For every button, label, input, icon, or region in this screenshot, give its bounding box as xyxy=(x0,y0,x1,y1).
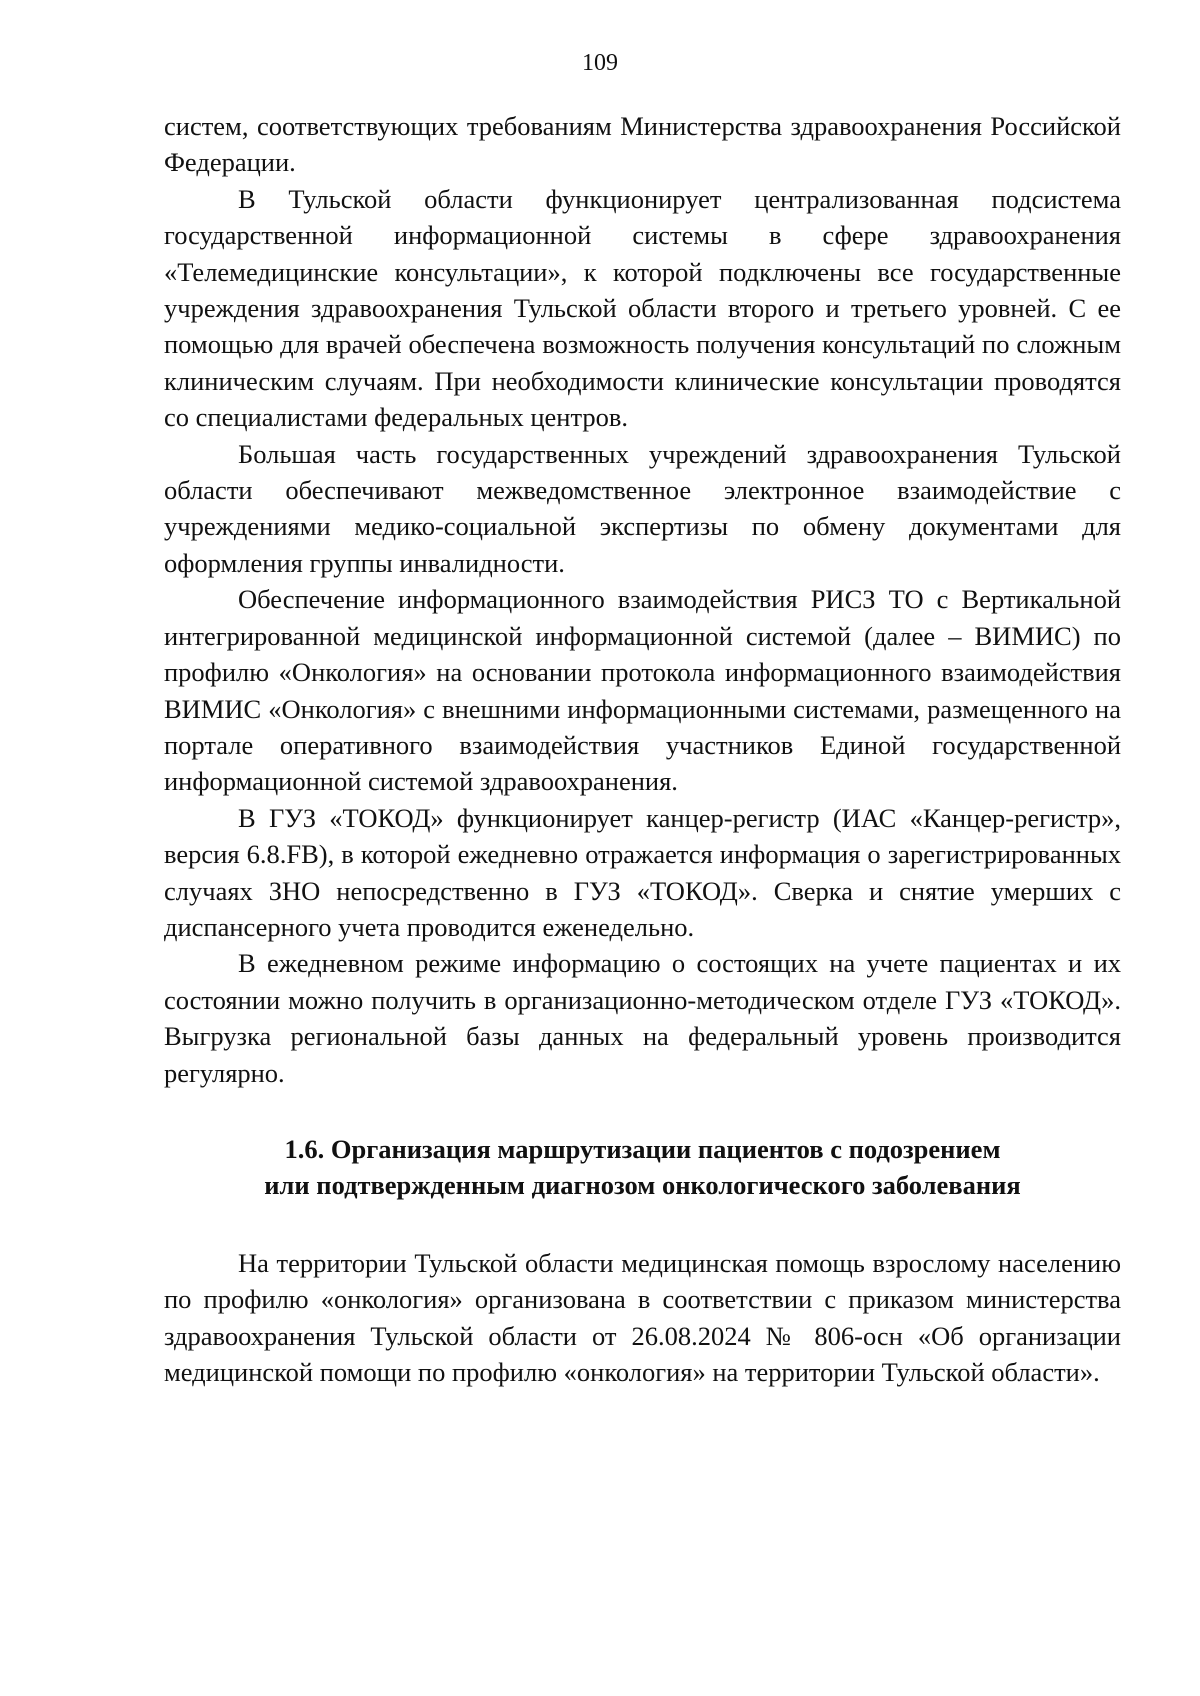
section-heading-line-2: или подтвержденным диагнозом онкологического заболевания xyxy=(264,1170,1021,1201)
paragraph-mse-interaction: Большая часть государственных учреждений здравоохранения Тульской области обеспечивают межведомственное электронное взаимодействие с учреждениями медико-социальной экспертизы по обмену документами для оформления группы инвалидности. xyxy=(164,438,1121,578)
section-heading xyxy=(164,1131,1121,1204)
page-content xyxy=(164,108,1121,1391)
paragraph-routing-order: На территории Тульской области медицинская помощь взрослому населению по профилю «онкология» организована в соответствии с приказом министерства здравоохранения Тульской области от 26.08.2024 № 806-осн «Об организации медицинской помощи по профилю «онкология» на территории Тульской области». xyxy=(164,1247,1121,1388)
paragraph-daily-info: В ежедневном режиме информацию о состоящих на учете пациентах и их состоянии можно получить в организационно-методическом отделе ГУЗ «ТОКОД». Выгрузка региональной базы данных на федеральный уровень производится регулярно. xyxy=(164,948,1121,1088)
paragraph-vimis: Обеспечение информационного взаимодействия РИСЗ ТО с Вертикальной интегрированной медицинской информационной системой (далее – ВИМИС) по профилю «Онкология» на основании протокола информационного взаимодействия ВИМИС «Онкология» с внешними информационными системами, размещенного на портале оперативного взаимодействия участников Единой государственной информационной системой здравоохранения. xyxy=(164,584,1121,797)
paragraph-telemedicine: В Тульской области функционирует централизованная подсистема государственной информационной системы в сфере здравоохранения «Телемедицинские консультации», к которой подключены все государственные учреждения здравоохранения Тульской области второго и третьего уровней. С ее помощью для врачей обеспечена возможность получения консультаций по сложным клиническим случаям. При необходимости клинические консультации проводятся со специалистами федеральных центров. xyxy=(164,183,1121,433)
paragraph-continuation: систем, соответствующих требованиям Министерства здравоохранения Российской Федерации. xyxy=(164,111,1121,178)
page-number: 109 xyxy=(582,50,618,76)
section-heading-line-1: 1.6. Организация маршрутизации пациентов с подозрением xyxy=(284,1133,1001,1164)
paragraph-cancer-register: В ГУЗ «ТОКОД» функционирует канцер-регистр (ИАС «Канцер-регистр», версия 6.8.FB), в которой ежедневно отражается информация о зарегистрированных случаях ЗНО непосредственно в ГУЗ «ТОКОД». Сверка и снятие умерших с диспансерного учета проводится еженедельно. xyxy=(164,802,1121,942)
